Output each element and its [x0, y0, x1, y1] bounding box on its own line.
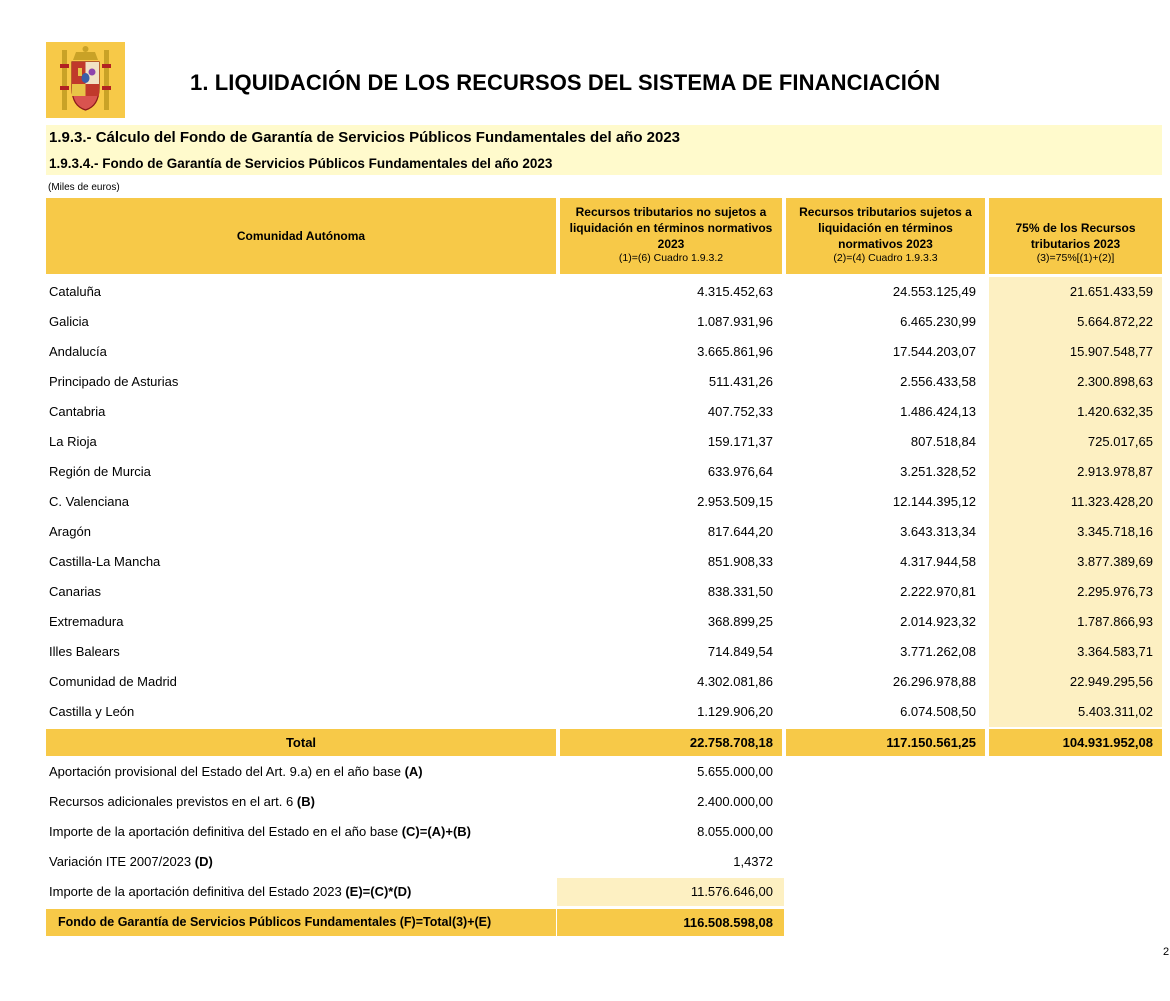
table-row	[0, 307, 1170, 337]
row-value-2: 2.014.923,32	[900, 614, 976, 629]
row-value-1: 159.171,37	[707, 434, 773, 449]
row-value-1: 633.976,64	[707, 464, 773, 479]
calc-row-d	[0, 847, 1170, 877]
row-value-3: 11.323.428,20	[1070, 494, 1153, 509]
row-name: Andalucía	[49, 344, 107, 359]
column-header-75-percent	[989, 198, 1162, 274]
table-row	[0, 607, 1170, 637]
row-value-2: 24.553.125,49	[892, 284, 976, 299]
row-value-1: 4.315.452,63	[697, 284, 773, 299]
row-name: Principado de Asturias	[49, 374, 179, 389]
table-row	[0, 277, 1170, 307]
table-row	[0, 517, 1170, 547]
row-value-3: 1.787.866,93	[1077, 614, 1153, 629]
calc-label: Variación ITE 2007/2023 (D)	[49, 854, 213, 869]
total-value-1: 22.758.708,18	[689, 735, 773, 750]
column-header-no-sujetos	[560, 198, 782, 274]
row-value-3: 1.420.632,35	[1077, 404, 1153, 419]
column-header-ref: (1)=(6) Cuadro 1.9.3.2	[618, 252, 724, 264]
table-row	[0, 487, 1170, 517]
calc-row-a	[0, 757, 1170, 787]
table-row	[0, 667, 1170, 697]
total-label-cell	[46, 729, 556, 756]
calc-value: 5.655.000,00	[697, 764, 773, 779]
row-value-3: 21.651.433,59	[1069, 284, 1153, 299]
row-value-2: 12.144.395,12	[892, 494, 976, 509]
calc-value: 8.055.000,00	[697, 824, 773, 839]
table-row	[0, 427, 1170, 457]
total-value-3: 104.931.952,08	[1062, 735, 1153, 750]
row-value-1: 1.129.906,20	[697, 704, 773, 719]
row-value-1: 851.908,33	[707, 554, 773, 569]
row-value-1: 1.087.931,96	[697, 314, 773, 329]
calc-label: Recursos adicionales previstos en el art. 6 (B)	[49, 794, 315, 809]
row-value-2: 2.222.970,81	[900, 584, 976, 599]
column-header-label: Recursos tributarios no sujetos a liquidación en términos normativos 2023	[569, 205, 773, 251]
column-header-ref: (2)=(4) Cuadro 1.9.3.3	[833, 252, 938, 264]
row-value-2: 6.074.508,50	[900, 704, 976, 719]
section-subheading: 1.9.3.4.- Fondo de Garantía de Servicios Públicos Fundamentales del año 2023	[49, 156, 553, 171]
column-header-comunidad	[46, 198, 556, 274]
row-value-1: 407.752,33	[707, 404, 773, 419]
row-name: C. Valenciana	[49, 494, 129, 509]
row-name: Región de Murcia	[49, 464, 151, 479]
page-number: 2	[1163, 946, 1170, 958]
calc-label: Importe de la aportación definitiva del Estado 2023 (E)=(C)*(D)	[49, 884, 412, 899]
total-value-2: 117.150.561,25	[886, 735, 976, 750]
row-value-2: 3.643.313,34	[900, 524, 976, 539]
row-value-2: 3.771.262,08	[900, 644, 976, 659]
row-value-2: 26.296.978,88	[892, 674, 976, 689]
final-label: Fondo de Garantía de Servicios Públicos Fundamentales (F)=Total(3)+(E)	[58, 915, 492, 929]
table-row	[0, 397, 1170, 427]
row-value-3: 3.345.718,16	[1077, 524, 1153, 539]
row-value-3: 15.907.548,77	[1069, 344, 1153, 359]
total-cell-3	[989, 729, 1162, 756]
total-cell-1	[560, 729, 782, 756]
units-note: (Miles de euros)	[48, 182, 120, 193]
row-value-2: 3.251.328,52	[900, 464, 976, 479]
row-value-3: 725.017,65	[1087, 434, 1153, 449]
row-value-1: 714.849,54	[707, 644, 773, 659]
calc-row-b	[0, 787, 1170, 817]
row-value-3: 2.295.976,73	[1077, 584, 1153, 599]
row-value-1: 4.302.081,86	[697, 674, 773, 689]
row-value-3: 3.364.583,71	[1077, 644, 1153, 659]
page-title: 1. LIQUIDACIÓN DE LOS RECURSOS DEL SISTEMA DE FINANCIACIÓN	[190, 70, 941, 95]
row-name: Aragón	[49, 524, 91, 539]
final-value: 116.508.598,08	[683, 915, 773, 930]
row-value-1: 511.431,26	[708, 374, 773, 389]
row-value-1: 2.953.509,15	[697, 494, 773, 509]
column-header-label: Comunidad Autónoma	[236, 229, 366, 243]
row-value-2: 17.544.203,07	[892, 344, 976, 359]
calc-label: Importe de la aportación definitiva del Estado en el año base (C)=(A)+(B)	[49, 824, 472, 839]
row-name: Castilla y León	[49, 704, 135, 719]
row-value-3: 2.300.898,63	[1077, 374, 1153, 389]
total-label: Total	[285, 735, 317, 750]
column-header-sujetos	[786, 198, 985, 274]
row-value-2: 807.518,84	[910, 434, 976, 449]
table-row	[0, 637, 1170, 667]
row-name: Castilla-La Mancha	[49, 554, 161, 569]
calc-value: 1,4372	[733, 854, 773, 869]
row-name: Canarias	[49, 584, 102, 599]
row-value-3: 2.913.978,87	[1077, 464, 1153, 479]
row-name: Illes Balears	[49, 644, 120, 659]
table-row	[0, 697, 1170, 727]
table-row	[0, 577, 1170, 607]
table-row	[0, 457, 1170, 487]
row-value-2: 2.556.433,58	[900, 374, 976, 389]
table-row	[0, 547, 1170, 577]
column-header-ref: (3)=75%[(1)+(2)]	[1036, 252, 1115, 264]
calc-value: 11.576.646,00	[690, 884, 773, 899]
row-value-3: 5.664.872,22	[1077, 314, 1153, 329]
table-row	[0, 337, 1170, 367]
row-name: Cantabria	[49, 404, 106, 419]
row-value-1: 3.665.861,96	[697, 344, 773, 359]
row-value-3: 5.403.311,02	[1078, 704, 1153, 719]
row-name: Extremadura	[49, 614, 124, 629]
calc-row-c	[0, 817, 1170, 847]
row-value-2: 6.465.230,99	[900, 314, 976, 329]
column-header-label: Recursos tributarios sujetos a liquidación en términos normativos 2023	[799, 205, 972, 251]
row-value-3: 3.877.389,69	[1077, 554, 1153, 569]
row-name: La Rioja	[49, 434, 97, 449]
calc-row-e	[0, 877, 1170, 907]
column-header-label: 75% de los Recursos tributarios 2023	[1015, 221, 1136, 251]
row-value-2: 4.317.944,58	[900, 554, 976, 569]
table-row	[0, 367, 1170, 397]
row-value-1: 817.644,20	[707, 524, 773, 539]
row-name: Cataluña	[49, 284, 102, 299]
row-value-1: 838.331,50	[707, 584, 773, 599]
total-cell-2	[786, 729, 985, 756]
calc-label: Aportación provisional del Estado del Art. 9.a) en el año base (A)	[49, 764, 423, 779]
spain-coat-of-arms-icon	[46, 42, 125, 118]
row-value-3: 22.949.295,56	[1069, 674, 1153, 689]
row-value-1: 368.899,25	[707, 614, 773, 629]
row-name: Galicia	[49, 314, 89, 329]
row-value-2: 1.486.424,13	[900, 404, 976, 419]
calc-value: 2.400.000,00	[697, 794, 773, 809]
section-heading: 1.9.3.- Cálculo del Fondo de Garantía de Servicios Públicos Fundamentales del año 2023	[49, 129, 681, 146]
row-name: Comunidad de Madrid	[49, 674, 177, 689]
